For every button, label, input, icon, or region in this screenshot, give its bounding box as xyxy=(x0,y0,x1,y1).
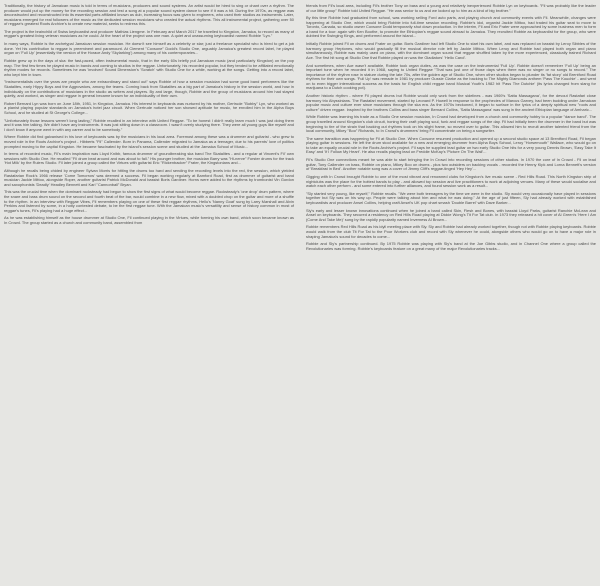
paragraph: Robbie grew up in the days of ska: the fast-paced, often instrumental music, that in the early 60s briefly put Jamaican music (and particularly Kingston) on the pop map. The first few times he played music in bands and coming to studios in the reggae. Unfortunately, his recorded popular, but they tended to be affiliated emotionally rhythm modes for records. Sometimes he was 'involved' Sound Dimension's 'Scratch' with Studio One for a while, working at the songs. Getting into a record label, who kept him in town. xyxy=(4,58,294,77)
paragraph: By this time Robbie had graduated from school, was working selling Ford auto parts, and playing church and community events with Fil. Meanwhile, changes were happening at Studio One, which would bring Robbie into full-time session recording. Robbie's idol, organist Jackie Mittoo, had traded his guitar seat to move to Toronto, Canada, so studio owner Coxsone Dodd temporarily shut down production. In the interim, Fil and Eric Frater were approached by some business men to form a band for a tour: again with Ken Boothe, to promote the Ethiopian's reggae sound abroad to Jamaica. They recruited Robbie as keyboardist for the group, who were dubbed the Swinging Kings, and performed around the island... xyxy=(306,15,596,39)
paragraph: Gigging with In Crowd brought Robbie to one of the most vibrant and renowned clubs for Kingston's live music scene - Red Hills Road. This North Kingston strip of nightclubs was the place for the hottest bands to play - and allowed top session and live practitioners to work at adjoining venues. Many of these would socialise and watch each other perform - and some entered into further alliances, and found session work as a result... xyxy=(306,174,596,189)
paragraph: While Robbie was learning his trade as a Studio One session musician, In Crowd had developed from a church and community hobby to a popular "dance band". The group travelled around Kingston's club circuit, honing their craft playing soul, funk and reggae songs of the day. Fil had initially been the drummer in the band but was beginning to tire of the strain that backing out rhythms took on his slight frame, so moved over to guitar. This allowed him to recruit another talented friend from the local community, Mikey "Boo" Richards, to In Crowd's drummers' bring Fil concentrate on being a songwriter. xyxy=(306,114,596,134)
paragraph: "Unfortunately those lessons weren't long lasting," Robbie recalled in an interview with United Reggae. "To be honest I didn't really learn much I was just doing them and it was him talking. We didn't have any instruments. It was just sitting down in a classroom. I wasn't overly studying there. They were all young guys like myself and I don't know if anyone went in with any career and to be somebody." xyxy=(4,117,294,132)
paragraph: Fil's Studio One connections meant he was able to start bringing the In Crowd into recording sessions of other studios. In 1970 the core of In Crowd - Fil on lead guitar, Tony Callender on bass, Robbie on piano, Mikey Boo on drums - plus two outsiders on backing vocals - recorded the Henny Kipk and Lorna Bennett's version of 'Breakfast in Bed'. Another notable song was a cover of Jimmy Cliff's reggae-tinged 'Hey Hey'... xyxy=(306,157,596,172)
paragraph: The project is the brainchild of Swiss keyboardist and producer Mathias Liengme. In February and March 2017 he travelled to Kingston, Jamaica, to record as many of reggae's greatest living veteran musicians as he could. At the heart of the project was one man. A quiet and unassuming keyboardist named Robbie "Lyn." xyxy=(4,28,294,39)
paragraph: And sometimes, when Ace wasn't available, Robbie took organ duties, as was the case on the instrumental 'Full Up'. Robbie doesn't remember 'Full Up' being an important tune when he recorded it in 1968, saying to United Reggae "That was just one of those days when there was no singer or no songs to record." The importance of the rhythm rose in stature during the late 70s, after the golden age of Studio One, when other studios began to plunder its 'fat story' old Brentford Road rhythms for their own songs. 'Full Up' was remade in 1981 by producer Gussie Clarke as the backing to The Mighty Diamonds anthem 'Pass The Kouchie' - and went on to even bigger international success as the basis for English child reggae band Musical Youth's 1982 hit 'Pass The Dutchie' (its lyrics changed from slang for marijuana to a Dutch cooking pot). xyxy=(306,62,596,91)
paragraph: In terms of recorded music, Fil's main inspiration was Lloyd Knibb, famous drummer of groundbreaking ska band The Skatalites - and a regular at Vincent's Fil' own sessions with Studio One. He recalled "Fil drum beat around and was about to fall." His younger brother, the musician Barry was "Hi-nerve" Forster drums for the track 'Hot Milk' by the Rulers Studio. Fil later joined a group called the Virtues with guitarist Eric "Rickenbacker" Frater, the Kingstonians and... xyxy=(4,151,294,166)
paragraph: Robbie remembers Red Hills Road as his idyll meeting place with Sly. Sly and Robbie had already worked together, though not with Robbie playing keyboards. Robbie would walk from the club Tit For Tat to the Poor Workers club and record with Sly whenever he could, alongside others who would go on to have a major role in shaping Jamaica's sound for decades to come... xyxy=(306,224,596,239)
paragraph: Initially Robbie joined Fil on drums and Frater on guitar. Boris Gardiner had left Studio One to start his own label, and was replaced on bassist by Leroy Sibbles of the harmony group Heptones, who would gradually fill the musical director role left by Jackie Mittoo. When Leroy and Robbie had played both organ and piano simultaneously, Robbie was mainly used on piano, with the dominant organ sound that reggae shuffled taken by the more experienced, classically trained Richard Ace. The first hit song at Studio One that Robbie played on was the Gladiators' 'Hello Carol'. xyxy=(306,41,596,60)
right-column xyxy=(306,4,596,582)
paragraph: The same transition was happening for Fil at Studio One. When Coxsone resumed production and opened up a second studio space at 13 Brentford Road, Fil began playing guitar in sessions. He left the drum stool available for a new and emerging drummer from Alpha Boys School, Leroy "Horsemouth" Wallace, who would go on to take an equally crucial role in the Roots Archive's project. Fil says he supplied lead guitar on two early Studio One hits for a very young Dennis Brown, 'Easy Take It Easy' and 'If I Follow My Heart'. He also recalls playing lead on Freddie McKay's 'Picture On The Wall'... xyxy=(306,135,596,155)
paragraph: friends from Fil's local area, including Fil's brother Tony on bass and a young and relatively inexperienced Robbie Lyn on keyboards. "Fil was probably like the leader of our little group" Robbie told United Reggae. "He was senior to us and we looked up to him as a kind of big brother." xyxy=(306,4,596,13)
left-column xyxy=(4,4,294,582)
paragraph: Robert Bernard Lyn was born on June 18th, 1951, in Kingston, Jamaica. His interest in keyboards was nurtured by his mother, Gertrude "Bobby" Lyn, who worked as a pianist playing popular standards on Jamaica's hotel jazz circuit. When Gertrude noticed her son showed aptitude for music, he enrolled him in the Alpha Boys School, and he studied at St George's College... xyxy=(4,100,294,115)
paragraph: Robbie and Sly's partnership continued. By 1975 Robbie was playing with Sly's band at the Joe Gibbs studio, and in Channel One where a group called the Revolutionaries was forming. Robbie's keyboards feature on a great many of the major Revolutionaries tracks... xyxy=(306,241,596,251)
paragraph: Although he recalls being chided by engineer Sylvan Morris for hitting the drums too hard and sending the recording levels into the red, the session, which yielded Rastafarian Rock's 1966 release 'Come Tomorrow' was deemed a success. Fil began working regularly at Bamford Road, first as drummer of guitarist and band musician Jackie Mittoo, alongside Roper, another guitarist Patrick McDonald and bassist Boris Gardiner. Horns were added to the rhythms by trombonist Vin Gordon and saxophonists 'Deadly' Headley Bennett and Karl "Cannonball" Bryan. xyxy=(4,168,294,187)
paragraph: As he was establishing himself as the house drummer at Studio One, Fil continued playing in the Virtues, while forming his own band, which soon became known as In Crowd. The group started as a church and community band, assembled from xyxy=(4,215,294,225)
paragraph: Traditionally, the history of Jamaican music is told in terms of musicians, producers and sound systems. An artist would be hired to sing or chant over a rhythm. The producer would put up the money for the recording session and test a song at a popular sound system dance to see if it was a hit. During the 1970s, as reggae was deconstructed and reconstructed into its essential parts affiliated known as dub, increasing focus was given to engineers, who used their studios as instruments. Later, musicians emerged for real followers of the music as the dedicated session musicians who created the actual rhythms. This all instrumental project, gathering over 50 of reggae's greatest Roots Archive's to create new material, seeks to redress this. xyxy=(4,4,294,27)
paragraph: In many ways, Robbie is the archetypal Jamaican session musician. He doesn't see himself as a celebrity or star; just a freelance specialist who is hired to get a job done. Yet his contribution to reggae is preeminent and paramount. At Clement "Coxsone" Dodd's Studio One, arguably Jamaica's greatest record label, he played organ on 'Full Up' (essentially the version of the Horace Andy 'Skylarking') among many of his contemporaries... xyxy=(4,41,294,56)
paragraph: Sly's early and lesser known innovations continued when he joined a band called Skin, Flesh and Bones, with bassist Lloyd Parks, guitarist Ranchie McLean and Ansel on keyboards. They secured a residency on Red Hills Road playing at Dickie Wong's Tit For Tat club. In 1973 they released a hit cover of Al Green's 'Here I Am (Come And Take Me)' sung by the rapidly popularity named Inverness Al Brown... xyxy=(306,207,596,222)
paragraph: "Instrumentalists over the years are people who are extraordinary and stand out" says Robbie of how a session musician had some good band performers like the Skatalites, early Hippy Boys and the Aggrovators, among the teams. Coming back from Skatalites as a big part of Jamaica's history in the session world, and how in individually on the contributions of musicians in the studio as writers and players. By and large, though, Robbie and the group of musicians around him had stayed quietly, and worked, as singer and reggae in general became known for an individuality of their own. xyxy=(4,79,294,99)
paragraph: Where Robbie did find galvanised in his love of keyboards was by the musicians in his local area. Foremost among these was a drummer and guitarist - who grew to moved role in the Roots Archive's project - Hibberts "Fil" Callender. Born in Panama, Callender migrated to Jamaica as a teenager, due to his parents' love of politics prompted moving to the capital Kingston. He became fascinated by the island's session scene and studied at the Jamaica School of Music... xyxy=(4,134,294,149)
paragraph: Another historic rhythm - where Fil played drums but Robbie would only work from the sidelines - was 1969's 'Satta Massagana', for the devout Rastafari close harmony trio Abyssinians. The Rastafari movement, started by Leonard P. Howell in response to the prophecies of Marcus Garvey, had been budding under Jamaican popular music and culture ever since musicians through the ska era. As the 1970s beckoned, it began to surface in the lyrics of a deeply spiritual new "roots and culture" driven reggae. Inspired by the brothers Collins and bass singer Bernard Collins, 'Satta Massagana' was sung in the ancient Ethiopian language of Amharic... xyxy=(306,93,596,112)
paragraph: This was the crucial time when the dominant rocksteady had begun to show the first signs of what would become reggae. Rocksteady's 'one drop' drum pattern, where the snare and bass drum sound on the second and fourth beat of the bar, would combine in a new flow, mixed with a doubled chop on the guitar and more of a shuffle to the rhythm. In an interview with Reggae Vibes, Fil remembers playing on one of these first reggae rhythms, Hellu's 'Nanny Goat' sung by Larry Marshall and Alvin Perkins and listened by some, in a hotly contested debate, to be the first reggae tune. With the Jamaican music's versatility and sense of history common in most of reggae's tunes, Fil's playing had a huge effect... xyxy=(4,189,294,213)
paragraph: "Sly started very young, like myself," Robbie recalls. "We were both teenagers by the time we were in the studio. Sly would very occasionally have played in sessions together but Sly was on his way up. People were talking about him and what he was doing." At the age of just fifteen, Sly had already worked with established keyboardists and producer Ansel Collins, helping craft Ansel's UK pop chart smash 'Double Barrel' with Dave Barker... xyxy=(306,190,596,205)
